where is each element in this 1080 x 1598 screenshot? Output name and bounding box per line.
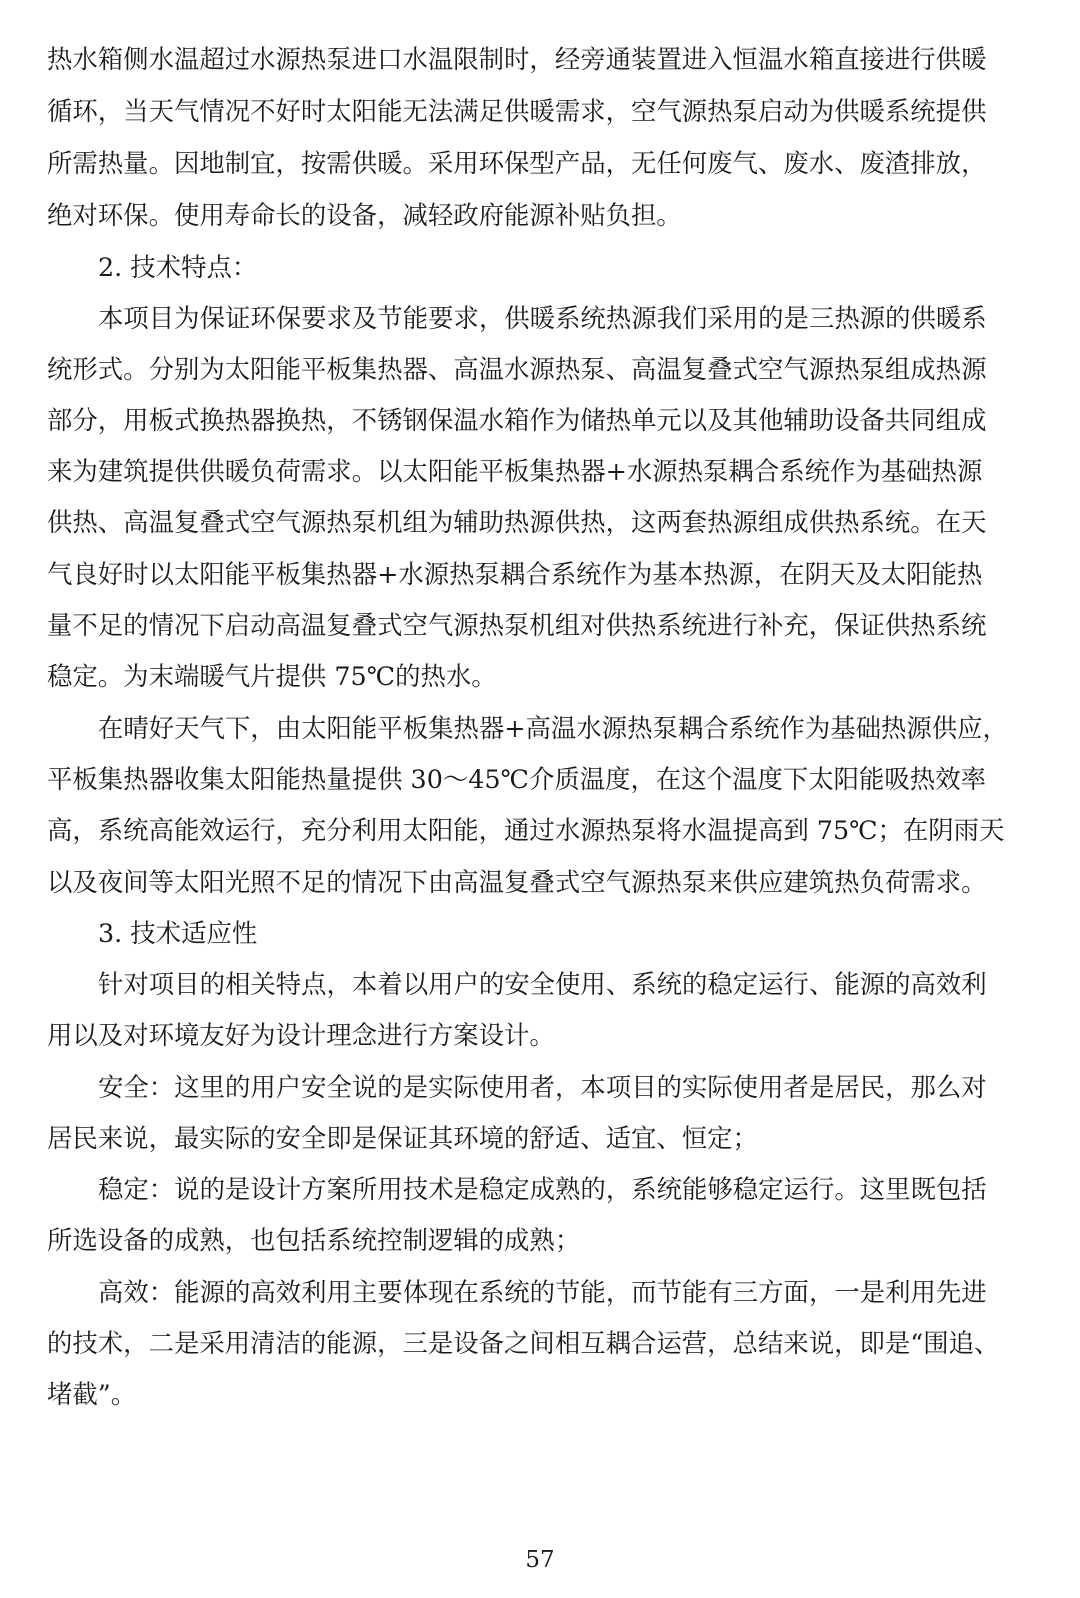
text-line: 在晴好天气下，由太阳能平板集热器+高温水源热泵耦合系统作为基础热源供应，	[98, 713, 1008, 743]
text-line: 居民来说，最实际的安全即是保证其环境的舒适、适宜、恒定；	[47, 1123, 758, 1153]
text-line: 所需热量。因地制宜，按需供暖。采用环保型产品，无任何废气、废水、废渣排放，	[47, 148, 987, 178]
text-line: 循环，当天气情况不好时太阳能无法满足供暖需求，空气源热泵启动为供暖系统提供	[47, 96, 987, 126]
section-heading-3: 3. 技术适应性	[98, 918, 258, 948]
text-line: 安全：这里的用户安全说的是实际使用者，本项目的实际使用者是居民，那么对	[98, 1072, 987, 1102]
section-heading-2: 2. 技术特点：	[98, 252, 258, 282]
page-number: 57	[525, 1547, 555, 1573]
text-line: 用以及对环境友好为设计理念进行方案设计。	[47, 1020, 555, 1050]
text-line: 气良好时以太阳能平板集热器+水源热泵耦合系统作为基本热源，在阴天及太阳能热	[47, 559, 983, 589]
text-line: 统形式。分别为太阳能平板集热器、高温水源热泵、高温复叠式空气源热泵组成热源	[47, 354, 987, 384]
text-line: 来为建筑提供供暖负荷需求。以太阳能平板集热器+水源热泵耦合系统作为基础热源	[47, 456, 983, 486]
text-line: 堵截”。	[47, 1379, 137, 1409]
text-line: 针对项目的相关特点，本着以用户的安全使用、系统的稳定运行、能源的高效利	[98, 969, 987, 999]
text-line: 稳定。为末端暖气片提供 75℃的热水。	[47, 661, 497, 691]
text-line: 的技术，二是采用清洁的能源，三是设备之间相互耦合运营，总结来说，即是“围追、	[47, 1328, 1000, 1358]
text-line: 供热、高温复叠式空气源热泵机组为辅助热源供热，这两套热源组成供热系统。在天	[47, 507, 987, 537]
text-line: 热水箱侧水温超过水源热泵进口水温限制时，经旁通装置进入恒温水箱直接进行供暖	[47, 44, 987, 74]
text-line: 量不足的情况下启动高温复叠式空气源热泵机组对供热系统进行补充，保证供热系统	[47, 610, 987, 640]
text-line: 以及夜间等太阳光照不足的情况下由高温复叠式空气源热泵来供应建筑热负荷需求。	[47, 867, 987, 897]
text-line: 平板集热器收集太阳能热量提供 30～45℃介质温度，在这个温度下太阳能吸热效率	[47, 764, 986, 794]
text-line: 绝对环保。使用寿命长的设备，减轻政府能源补贴负担。	[47, 200, 682, 230]
text-line: 稳定：说的是设计方案所用技术是稳定成熟的，系统能够稳定运行。这里既包括	[98, 1174, 987, 1204]
text-line: 所选设备的成熟，也包括系统控制逻辑的成熟；	[47, 1225, 581, 1255]
text-line: 高，系统高能效运行，充分利用太阳能，通过水源热泵将水温提高到 75℃；在阴雨天	[47, 815, 1005, 845]
text-line: 高效：能源的高效利用主要体现在系统的节能，而节能有三方面，一是利用先进	[98, 1277, 987, 1307]
text-line: 部分，用板式换热器换热，不锈钢保温水箱作为储热单元以及其他辅助设备共同组成	[47, 405, 987, 435]
text-line: 本项目为保证环保要求及节能要求，供暖系统热源我们采用的是三热源的供暖系	[98, 303, 987, 333]
